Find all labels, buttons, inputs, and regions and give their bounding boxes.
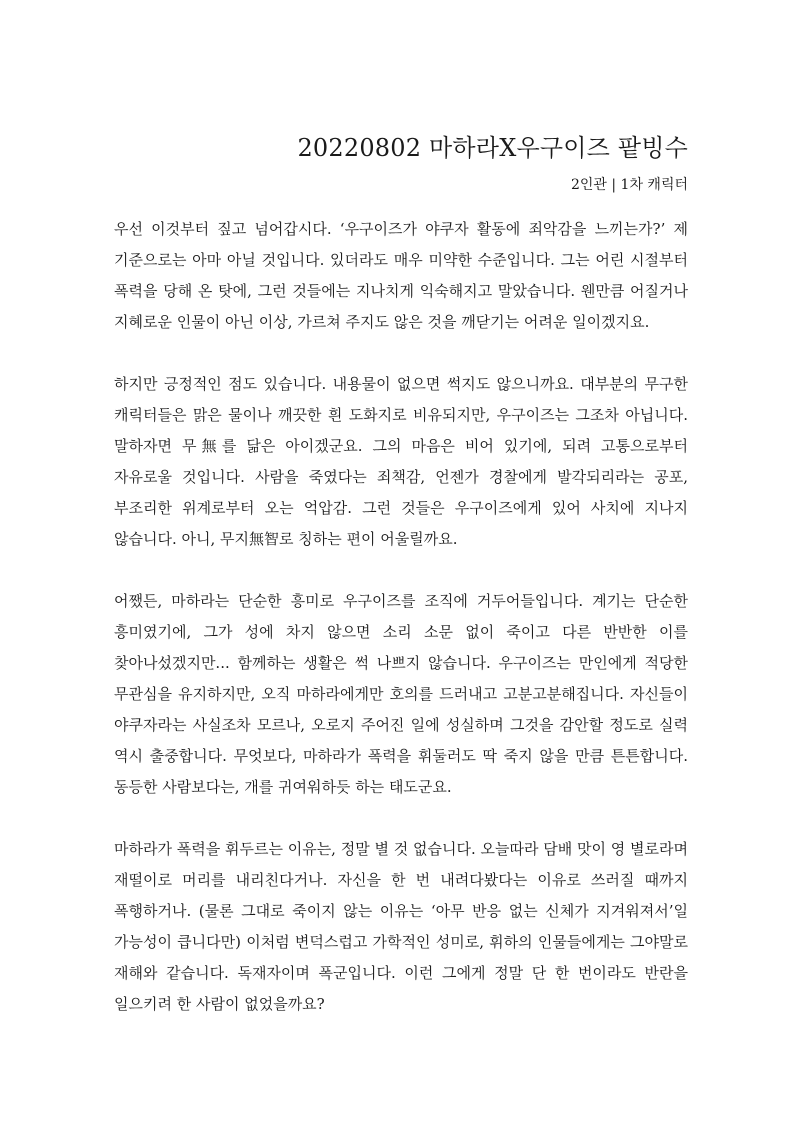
body-paragraph: 하지만 긍정적인 점도 있습니다. 내용물이 없으면 썩지도 않으니까요. 대부분의 무구한 캐릭터들은 맑은 물이나 깨끗한 흰 도화지로 비유되지만, 우구이즈는 그조차 아닙니다. 말하자면 무無를 닮은 아이겠군요. 그의 마음은 비어 있기에, 되려 고통으로부터 자유로울 것입니다. 사람을 죽였다는 죄책감, 언젠가 경찰에게 발각되리라는 공포, 부조리한 위계로부터 오는 억압감. 그런 것들은 우구이즈에게 있어 사치에 지나지 않습니다. 아니, 무지無智로 칭하는 편이 어울릴까요.	[114, 375, 688, 548]
document-subtitle: 2인관 | 1차 캐릭터	[570, 177, 688, 193]
document-body	[114, 214, 688, 1051]
body-paragraph: 우선 이것부터 짚고 넘어갑시다. ‘우구이즈가 야쿠자 활동에 죄악감을 느끼는가?’ 제 기준으로는 아마 아닐 것입니다. 있더라도 매우 미약한 수준입니다. 그는 어린 시절부터 폭력을 당해 온 탓에, 그런 것들에는 지나치게 익숙해지고 말았습니다. 웬만큼 어질거나 지혜로운 인물이 아닌 이상, 가르쳐 주지도 않은 것을 깨닫기는 어려운 일이겠지요.	[114, 220, 688, 331]
document-title: 20220802 마하라X우구이즈 팥빙수	[297, 134, 688, 162]
body-paragraph: 어쨌든, 마하라는 단순한 흥미로 우구이즈를 조직에 거두어들입니다. 계기는 단순한 흥미였기에, 그가 성에 차지 않으면 소리 소문 없이 죽이고 다른 반반한 이를 찾아나섰겠지만... 함께하는 생활은 썩 나쁘지 않습니다. 우구이즈는 만인에게 적당한 무관심을 유지하지만, 오직 마하라에게만 호의를 드러내고 고분고분해집니다. 자신들이 야쿠자라는 사실조차 모르나, 오로지 주어진 일에 성실하며 그것을 감안할 정도로 실력 역시 출중합니다. 무엇보다, 마하라가 폭력을 휘둘러도 딱 죽지 않을 만큼 튼튼합니다. 동등한 사람보다는, 개를 귀여워하듯 하는 태도군요.	[114, 592, 688, 796]
body-paragraph: 마하라가 폭력을 휘두르는 이유는, 정말 별 것 없습니다. 오늘따라 담배 맛이 영 별로라며 재떨이로 머리를 내리친다거나. 자신을 한 번 내려다봤다는 이유로 쓰러질 때까지 폭행하거나. (물론 그대로 죽이지 않는 이유는 ‘아무 반응 없는 신체가 지겨워져서’일 가능성이 큽니다만) 이처럼 변덕스럽고 가학적인 성미로, 휘하의 인물들에게는 그야말로 재해와 같습니다. 독재자이며 폭군입니다. 이런 그에게 정말 단 한 번이라도 반란을 일으키려 한 사람이 없었을까요?	[114, 840, 688, 1013]
